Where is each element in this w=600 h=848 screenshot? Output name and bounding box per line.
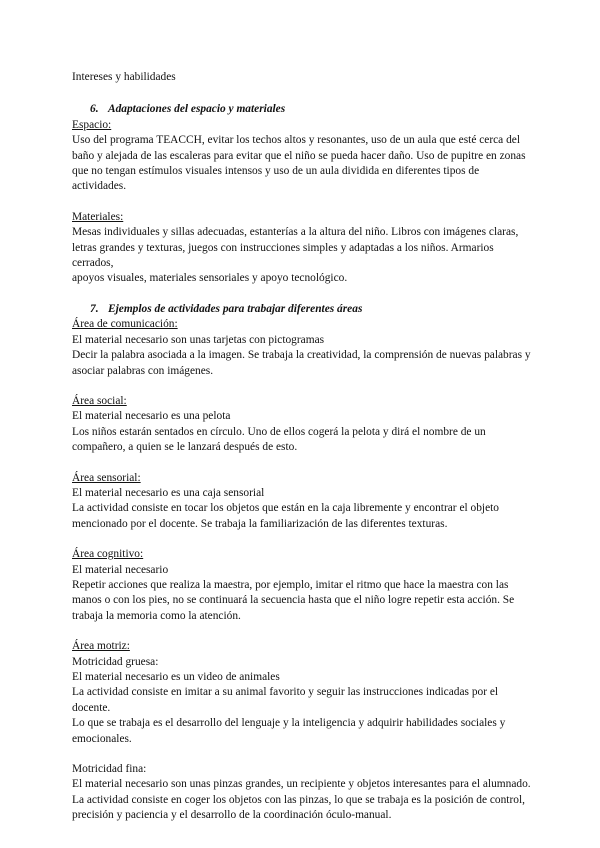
motriz-gruesa-line: Lo que se trabaja es el desarrollo del lenguaje y la inteligencia y adquirir habilidades sociales y <box>72 717 506 730</box>
motriz-fina-line: La actividad consiste en coger los objetos con las pinzas, lo que se trabaja es la posición de control, <box>72 793 525 806</box>
comunicacion-line: asociar palabras con imágenes. <box>72 364 214 377</box>
motriz-label: Área motriz: <box>72 640 130 653</box>
section-6-number: 6. <box>90 103 99 116</box>
cognitivo-line: trabaja la memoria como la atención. <box>72 609 241 622</box>
comunicacion-label: Área de comunicación: <box>72 318 178 331</box>
motriz-fina-line: El material necesario son unas pinzas grandes, un recipiente y objetos interesantes para el alumnado. <box>72 778 531 791</box>
comunicacion-line: El material necesario son unas tarjetas con pictogramas <box>72 333 325 346</box>
motriz-fina-line: precisión y paciencia y el desarrollo de la coordinación óculo-manual. <box>72 809 392 822</box>
comunicacion-line: Decir la palabra asociada a la imagen. Se trabaja la creatividad, la comprensión de nuevas palabras y <box>72 349 531 362</box>
sensorial-label: Área sensorial: <box>72 471 141 484</box>
social-line: El material necesario es una pelota <box>72 410 231 423</box>
social-line: compañero, a quien se le lanzará después de esto. <box>72 441 298 454</box>
materiales-line: letras grandes y texturas, juegos con instrucciones simples y adaptadas a los niños. Armarios cerrados, <box>72 241 494 270</box>
materiales-label: Materiales: <box>72 210 124 223</box>
section-7-number: 7. <box>90 302 99 315</box>
cognitivo-label: Área cognitivo: <box>72 548 144 561</box>
espacio-line: que no tengan estímulos visuales intensos y uso de un aula dividida en diferentes tipos de actividades. <box>72 165 480 193</box>
top-line: Intereses y habilidades <box>72 71 176 83</box>
espacio-line: Uso del programa TEACCH, evitar los techos altos y resonantes, uso de un aula que esté cerca del <box>72 134 521 147</box>
espacio-label: Espacio: <box>72 118 112 131</box>
motriz-fina-line: Motricidad fina: <box>72 763 147 776</box>
materiales-line: Mesas individuales y sillas adecuadas, estanterías a la altura del niño. Libros con imágenes claras, <box>72 226 519 239</box>
section-6-title: Adaptaciones del espacio y materiales <box>108 103 286 116</box>
motriz-gruesa-line: emocionales. <box>72 732 132 745</box>
cognitivo-line: El material necesario <box>72 563 169 576</box>
motriz-gruesa-line: La actividad consiste en imitar a su animal favorito y seguir las instrucciones indicadas por el docente. <box>72 686 499 714</box>
section-7-title: Ejemplos de actividades para trabajar diferentes áreas <box>108 302 363 315</box>
sensorial-line: La actividad consiste en tocar los objetos que están en la caja libremente y encontrar el objeto <box>72 502 499 515</box>
section-7-heading <box>90 302 534 317</box>
motriz-gruesa-line: Motricidad gruesa: <box>72 655 159 668</box>
espacio-line: baño y alejada de las escaleras para evitar que el niño se pueda hacer daño. Uso de pupitre en zonas <box>72 149 526 162</box>
sensorial-line: El material necesario es una caja sensorial <box>72 486 265 499</box>
social-line: Los niños estarán sentados en círculo. Uno de ellos cogerá la pelota y dirá el nombre de un <box>72 425 486 438</box>
section-6-heading <box>90 102 534 117</box>
materiales-line: apoyos visuales, materiales sensoriales y apoyo tecnológico. <box>72 272 348 285</box>
motriz-gruesa-line: El material necesario es un video de animales <box>72 671 280 683</box>
sensorial-line: mencionado por el docente. Se trabaja la familiarización de las diferentes texturas. <box>72 517 448 530</box>
cognitivo-line: Repetir acciones que realiza la maestra, por ejemplo, imitar el ritmo que hace la maestra con las <box>72 578 509 591</box>
cognitivo-line: manos o con los pies, no se continuará la secuencia hasta que el niño logre repetir esta acción. Se <box>72 594 515 607</box>
social-label: Área social: <box>72 394 127 407</box>
